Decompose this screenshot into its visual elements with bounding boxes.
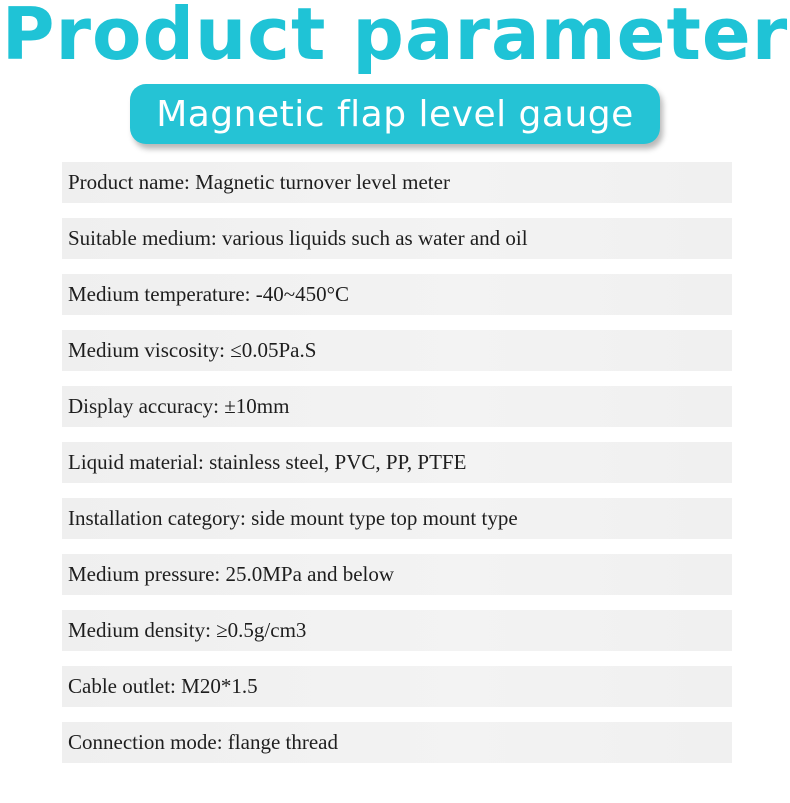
subtitle-banner xyxy=(130,84,660,144)
param-row-medium-temperature xyxy=(62,274,732,315)
param-row-connection-mode xyxy=(62,722,732,763)
param-row-display-accuracy xyxy=(62,386,732,427)
param-text: Liquid material: stainless steel, PVC, PP, PTFE xyxy=(68,450,467,474)
param-text: Display accuracy: ±10mm xyxy=(68,394,290,418)
param-text: Cable outlet: M20*1.5 xyxy=(68,674,258,698)
parameter-list xyxy=(62,162,732,778)
param-row-product-name xyxy=(62,162,732,203)
param-row-cable-outlet xyxy=(62,666,732,707)
param-text: Connection mode: flange thread xyxy=(68,730,338,754)
param-text: Medium temperature: -40~450°C xyxy=(68,282,350,306)
param-row-liquid-material xyxy=(62,442,732,483)
param-text: Suitable medium: various liquids such as water and oil xyxy=(68,226,528,250)
param-row-installation-category xyxy=(62,498,732,539)
param-text: Medium density: ≥0.5g/cm3 xyxy=(68,618,307,642)
param-text: Medium pressure: 25.0MPa and below xyxy=(68,562,395,586)
param-row-medium-viscosity xyxy=(62,330,732,371)
param-text: Installation category: side mount type top mount type xyxy=(68,506,518,530)
param-text: Medium viscosity: ≤0.05Pa.S xyxy=(68,338,317,362)
param-row-medium-pressure xyxy=(62,554,732,595)
param-row-medium-density xyxy=(62,610,732,651)
param-row-suitable-medium xyxy=(62,218,732,259)
param-text: Product name: Magnetic turnover level meter xyxy=(68,170,450,194)
page-title: Product parameter xyxy=(1,0,789,76)
subtitle-text: Magnetic flap level gauge xyxy=(156,93,634,135)
